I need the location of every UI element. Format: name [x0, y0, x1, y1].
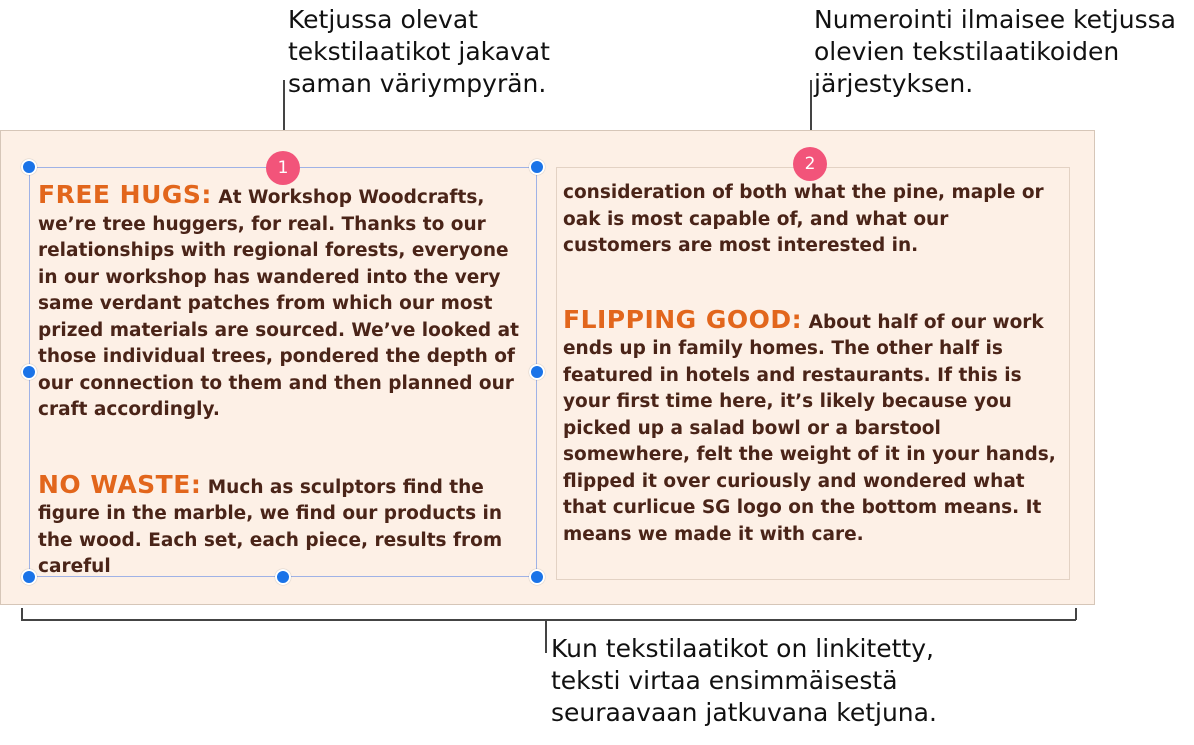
linked-textbox-1[interactable]	[29, 167, 537, 577]
callout-line: Kun tekstilaatikot on linkitetty,	[551, 634, 934, 663]
resize-handle-bottom-middle[interactable]	[275, 569, 291, 585]
paragraph-no-waste	[38, 469, 528, 581]
body-flipping-good: About half of our work ends up in family homes. The other half is featured in hotels and restaurants. If this is your first time here, it’s likely because you picked up a salad bowl or a barstool somewhere, felt the weight of it in your hands, flipped it over curiously and wondered what that curlicue SG logo on the bottom means. It means we made it with care.	[563, 311, 1056, 545]
callout-line: Ketjussa olevat	[288, 5, 478, 34]
callout-line: järjestyksen.	[814, 69, 974, 98]
callout-text-flow	[551, 633, 937, 729]
callout-shared-color	[288, 4, 550, 100]
resize-handle-bottom-right[interactable]	[529, 569, 545, 585]
callout-line: olevien tekstilaatikoiden	[814, 37, 1120, 66]
resize-handle-bottom-left[interactable]	[21, 569, 37, 585]
resize-handle-middle-left[interactable]	[21, 364, 37, 380]
body-no-waste: Much as sculptors find the figure in the marble, we find our products in the wood. Each set, each piece, results from careful	[38, 476, 503, 577]
heading-free-hugs: FREE HUGS:	[38, 180, 212, 209]
callout-numbering-order	[814, 4, 1176, 100]
paragraph-flipping-good	[563, 304, 1063, 549]
linked-textbox-2[interactable]	[556, 167, 1070, 580]
heading-flipping-good: FLIPPING GOOD:	[563, 304, 803, 334]
paragraph-continuation: consideration of both what the pine, maple or oak is most capable of, and what our customers are most interested in.	[563, 182, 1044, 256]
paragraph-free-hugs	[38, 182, 528, 424]
chain-order-badge-1: 1	[266, 151, 300, 185]
resize-handle-middle-right[interactable]	[529, 364, 545, 380]
callout-line: saman väriympyrän.	[288, 69, 547, 98]
callout-line: teksti virtaa ensimmäisestä	[551, 666, 898, 695]
callout-line: Numerointi ilmaisee ketjussa	[814, 5, 1176, 34]
callout-line: seuraavaan jatkuvana ketjuna.	[551, 698, 937, 727]
heading-no-waste: NO WASTE:	[38, 469, 202, 499]
callout-line: tekstilaatikot jakavat	[288, 37, 550, 66]
body-free-hugs: At Workshop Woodcrafts, we’re tree huggers, for real. Thanks to our relationships with regional forests, everyone in our workshop has wandered into the very same verdant patches from which our most prized materials are sourced. We’ve looked at those individual trees, pondered the depth of our connection to them and then planned our craft accordingly.	[38, 187, 519, 420]
resize-handle-top-left[interactable]	[21, 159, 37, 175]
chain-order-badge-2: 2	[793, 147, 827, 181]
resize-handle-top-right[interactable]	[529, 159, 545, 175]
